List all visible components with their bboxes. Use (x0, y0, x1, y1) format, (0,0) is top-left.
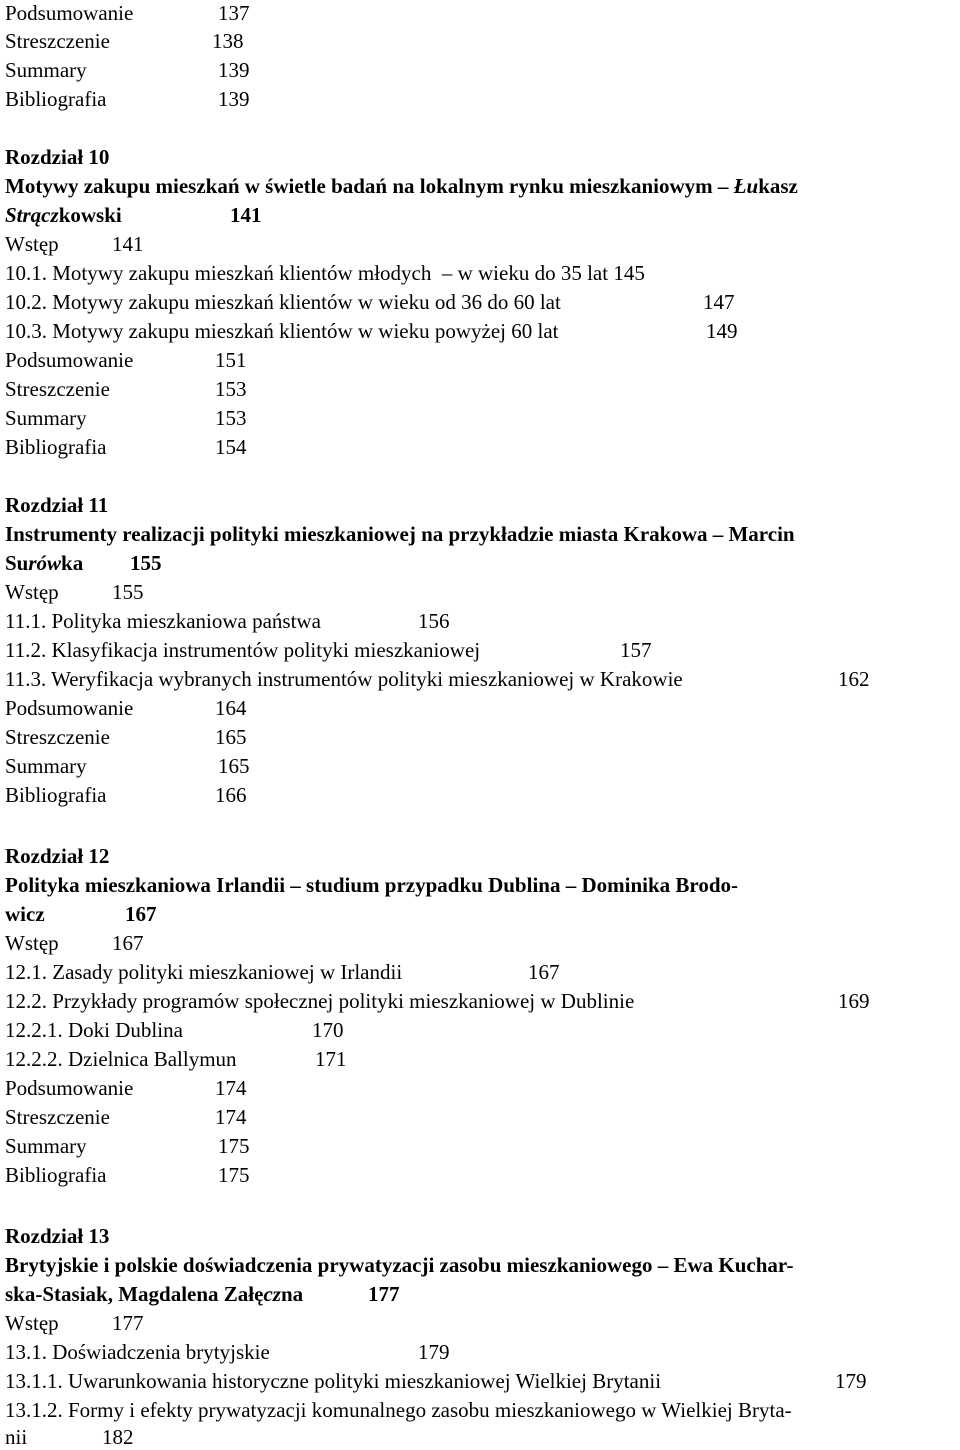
chapter-title: Polityka mieszkaniowa Irlandii – studium przypadku Dublina – Dominika Brodo- (5, 873, 739, 897)
chapter-title-italic: Strącz (5, 203, 59, 227)
toc-entry: 10.3. Motywy zakupu mieszkań klientów w wieku powyżej 60 lat (5, 319, 559, 343)
page-number: 179 (418, 1340, 450, 1364)
page-number: 171 (315, 1047, 347, 1071)
page-number: 169 (838, 989, 870, 1013)
page-number: 157 (620, 638, 652, 662)
toc-entry: Summary (5, 1134, 87, 1158)
page-number: 153 (215, 377, 247, 401)
page-number: 179 (835, 1369, 867, 1393)
toc-entry: Summary (5, 406, 87, 430)
chapter-heading: Rozdział 10 (5, 145, 110, 169)
chapter-title-text: Su (5, 551, 29, 575)
toc-entry: Podsumowanie (5, 348, 134, 372)
page-number: 177 (112, 1311, 144, 1335)
chapter-title: Brytyjskie i polskie doświadczenia prywatyzacji zasobu mieszkaniowego – Ewa Kuchar- (5, 1253, 794, 1277)
page-number: 174 (215, 1076, 247, 1100)
page-number: 138 (212, 29, 244, 53)
page-number: 167 (112, 931, 144, 955)
page-number: 174 (215, 1105, 247, 1129)
toc-entry (5, 57, 87, 83)
toc-entry: 10.1. Motywy zakupu mieszkań klientów młodych – w wieku do 35 lat 145 (5, 261, 645, 285)
chapter-title-text: na (280, 1282, 304, 1306)
entry-label: Podsumowanie (5, 1, 134, 25)
toc-entry: Wstęp (5, 931, 59, 955)
toc-entry: 11.3. Weryfikacja wybranych instrumentów polityki mieszkaniowej w Krakowie (5, 667, 683, 691)
toc-entry: 13.1.1. Uwarunkowania historyczne polityki mieszkaniowej Wielkiej Brytanii (5, 1369, 662, 1393)
page-number: 154 (215, 435, 247, 459)
chapter-title-cont (5, 550, 83, 576)
chapter-title-cont (5, 202, 122, 228)
toc-entry: Wstęp (5, 232, 59, 256)
page-number: 139 (218, 87, 250, 111)
page-number: 164 (215, 696, 247, 720)
toc-entry: Bibliografia (5, 783, 107, 807)
page-number: 149 (706, 319, 738, 343)
toc-entry: 12.1. Zasady polityki mieszkaniowej w Irlandii (5, 960, 403, 984)
page-number: 155 (112, 580, 144, 604)
page-number: 167 (528, 960, 560, 984)
chapter-title-text: ska-Stasiak, Magdalena Załę (5, 1282, 264, 1306)
entry-label: Bibliografia (5, 87, 107, 111)
page-number: 153 (215, 406, 247, 430)
page-number: 175 (218, 1134, 250, 1158)
page-number: 139 (218, 58, 250, 82)
toc-entry: Streszczenie (5, 725, 110, 749)
page-number: 162 (838, 667, 870, 691)
chapter-title-italic: rów (28, 551, 62, 575)
chapter-heading: Rozdział 13 (5, 1224, 110, 1248)
page-number: 141 (230, 203, 262, 227)
toc-entry (5, 86, 106, 112)
toc-entry: Streszczenie (5, 1105, 110, 1129)
chapter-title-italic: cz (263, 1282, 281, 1306)
page-number: 167 (125, 902, 157, 926)
toc-entry: Streszczenie (5, 377, 110, 401)
toc-entry: Podsumowanie (5, 696, 134, 720)
toc-entry: 13.1.2. Formy i efekty prywatyzacji komunalnego zasobu mieszkaniowego w Wielkiej Bryta- (5, 1398, 792, 1422)
toc-entry: 12.2.2. Dzielnica Ballymun (5, 1047, 237, 1071)
page-number: 166 (215, 783, 247, 807)
chapter-heading: Rozdział 12 (5, 844, 110, 868)
page-number: 141 (112, 232, 144, 256)
page-number: 151 (215, 348, 247, 372)
chapter-title-text: Motywy zakupu mieszkań w świetle badań na lokalnym rynku mieszkaniowym – (5, 174, 734, 198)
toc-entry: Wstęp (5, 1311, 59, 1335)
page-number: 155 (130, 551, 162, 575)
entry-label: Summary (5, 58, 87, 82)
chapter-heading: Rozdział 11 (5, 493, 109, 517)
chapter-title-cont: wicz (5, 902, 45, 926)
toc-entry: 10.2. Motywy zakupu mieszkań klientów w wieku od 36 do 60 lat (5, 290, 561, 314)
toc-entry (5, 28, 110, 54)
toc-entry: 12.2. Przykłady programów społecznej polityki mieszkaniowej w Dublinie (5, 989, 635, 1013)
toc-entry: 12.2.1. Doki Dublina (5, 1018, 183, 1042)
toc-entry: Wstęp (5, 580, 59, 604)
page-number: 137 (218, 1, 250, 25)
chapter-title-italic: Łu (733, 174, 759, 198)
page-number: 156 (418, 609, 450, 633)
toc-entry: 13.1. Doświadczenia brytyjskie (5, 1340, 270, 1364)
chapter-title-text: kasz (758, 174, 798, 198)
toc-entry: 11.1. Polityka mieszkaniowa państwa (5, 609, 321, 633)
toc-entry: 11.2. Klasyfikacja instrumentów polityki mieszkaniowej (5, 638, 481, 662)
chapter-title: Instrumenty realizacji polityki mieszkaniowej na przykładzie miasta Krakowa – Marcin (5, 522, 795, 546)
toc-entry: Podsumowanie (5, 1076, 134, 1100)
toc-entry (5, 0, 133, 26)
page-number: 165 (218, 754, 250, 778)
page-number: 165 (215, 725, 247, 749)
entry-label: Streszczenie (5, 29, 110, 53)
page-number: 177 (368, 1282, 400, 1306)
toc-entry: Summary (5, 754, 87, 778)
chapter-title-cont (5, 1281, 303, 1307)
toc-entry: Bibliografia (5, 1163, 107, 1187)
toc-entry: Bibliografia (5, 435, 107, 459)
chapter-title-text: ka (61, 551, 84, 575)
page-number: 170 (312, 1018, 344, 1042)
page-number: 147 (703, 290, 735, 314)
page-number: 182 (102, 1425, 134, 1449)
chapter-title (5, 173, 798, 199)
toc-entry-cont: nii (5, 1425, 28, 1449)
page-number: 175 (218, 1163, 250, 1187)
chapter-title-text: kowski (58, 203, 122, 227)
